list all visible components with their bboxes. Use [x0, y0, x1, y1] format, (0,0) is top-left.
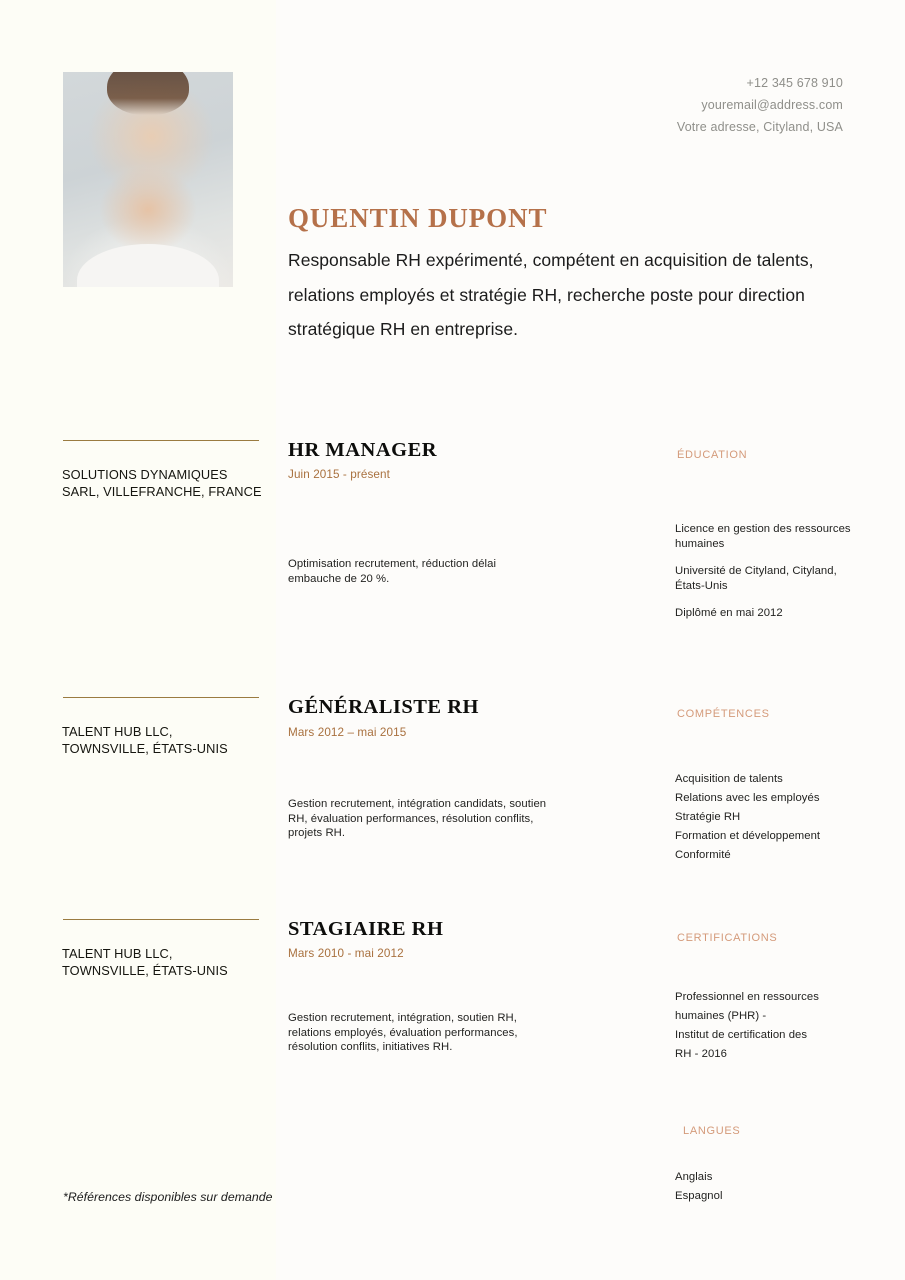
- experience-title: HR MANAGER: [288, 439, 438, 461]
- contact-phone: +12 345 678 910: [746, 76, 843, 90]
- list-item: Acquisition de talents: [675, 773, 783, 785]
- contact-email: youremail@address.com: [701, 98, 843, 112]
- list-item: Espagnol: [675, 1190, 723, 1202]
- candidate-name: QUENTIN DUPONT: [288, 203, 548, 233]
- contact-address: Votre adresse, Cityland, USA: [676, 120, 843, 134]
- list-item: Anglais: [675, 1171, 713, 1183]
- experience-date: Juin 2015 - présent: [288, 468, 390, 481]
- education-details: [675, 522, 855, 621]
- experience-description: Optimisation recrutement, réduction délai embauche de 20 %.: [288, 558, 497, 585]
- experience-divider: [63, 440, 259, 441]
- profile-photo: [63, 72, 233, 287]
- experience-description: Gestion recrutement, intégration, soutien RH, relations employés, évaluation performances, résolution conflits, initiatives RH.: [288, 1012, 518, 1053]
- section-heading-skills: COMPÉTENCES: [677, 708, 770, 720]
- list-item: Conformité: [675, 849, 731, 861]
- photo-hair-shape: [107, 72, 189, 115]
- certifications-details: [675, 988, 855, 1064]
- section-heading-certifications: CERTIFICATIONS: [677, 932, 778, 944]
- experience-title: STAGIAIRE RH: [288, 918, 444, 940]
- references-note: *Références disponibles sur demande: [63, 1190, 273, 1204]
- education-degree: Licence en gestion des ressources humaines: [675, 523, 851, 550]
- experience-description: Gestion recrutement, intégration candidats, soutien RH, évaluation performances, résolution conflits, projets RH.: [288, 798, 547, 839]
- education-school: Université de Cityland, Cityland, États-Unis: [675, 565, 837, 592]
- experience-title: GÉNÉRALISTE RH: [288, 696, 479, 718]
- experience-company: TALENT HUB LLC, TOWNSVILLE, ÉTATS-UNIS: [62, 946, 228, 978]
- certification-line: Institut de certification des: [675, 1029, 808, 1041]
- experience-company: SOLUTIONS DYNAMIQUES SARL, VILLEFRANCHE, FRANCE: [62, 467, 262, 499]
- experience-divider: [63, 919, 259, 920]
- experience-date: Mars 2010 - mai 2012: [288, 947, 404, 960]
- section-heading-education: ÉDUCATION: [677, 449, 748, 461]
- section-heading-languages: LANGUES: [683, 1125, 741, 1137]
- education-graduation: Diplômé en mai 2012: [675, 607, 783, 619]
- languages-list: [675, 1168, 855, 1206]
- list-item: Stratégie RH: [675, 811, 741, 823]
- contact-block: [677, 72, 843, 138]
- experience-divider: [63, 697, 259, 698]
- list-item: Formation et développement: [675, 830, 821, 842]
- certification-line: Professionnel en ressources: [675, 991, 819, 1003]
- experience-date: Mars 2012 – mai 2015: [288, 726, 407, 739]
- list-item: Relations avec les employés: [675, 792, 820, 804]
- experience-company: TALENT HUB LLC, TOWNSVILLE, ÉTATS-UNIS: [62, 724, 228, 756]
- profile-summary: Responsable RH expérimenté, compétent en acquisition de talents, relations employés et stratégie RH, recherche poste pour direction stratégique RH en entreprise.: [288, 250, 814, 339]
- photo-shoulder-shape: [77, 244, 220, 287]
- certification-line: RH - 2016: [675, 1048, 727, 1060]
- certification-line: humaines (PHR) -: [675, 1010, 767, 1022]
- skills-list: [675, 770, 855, 865]
